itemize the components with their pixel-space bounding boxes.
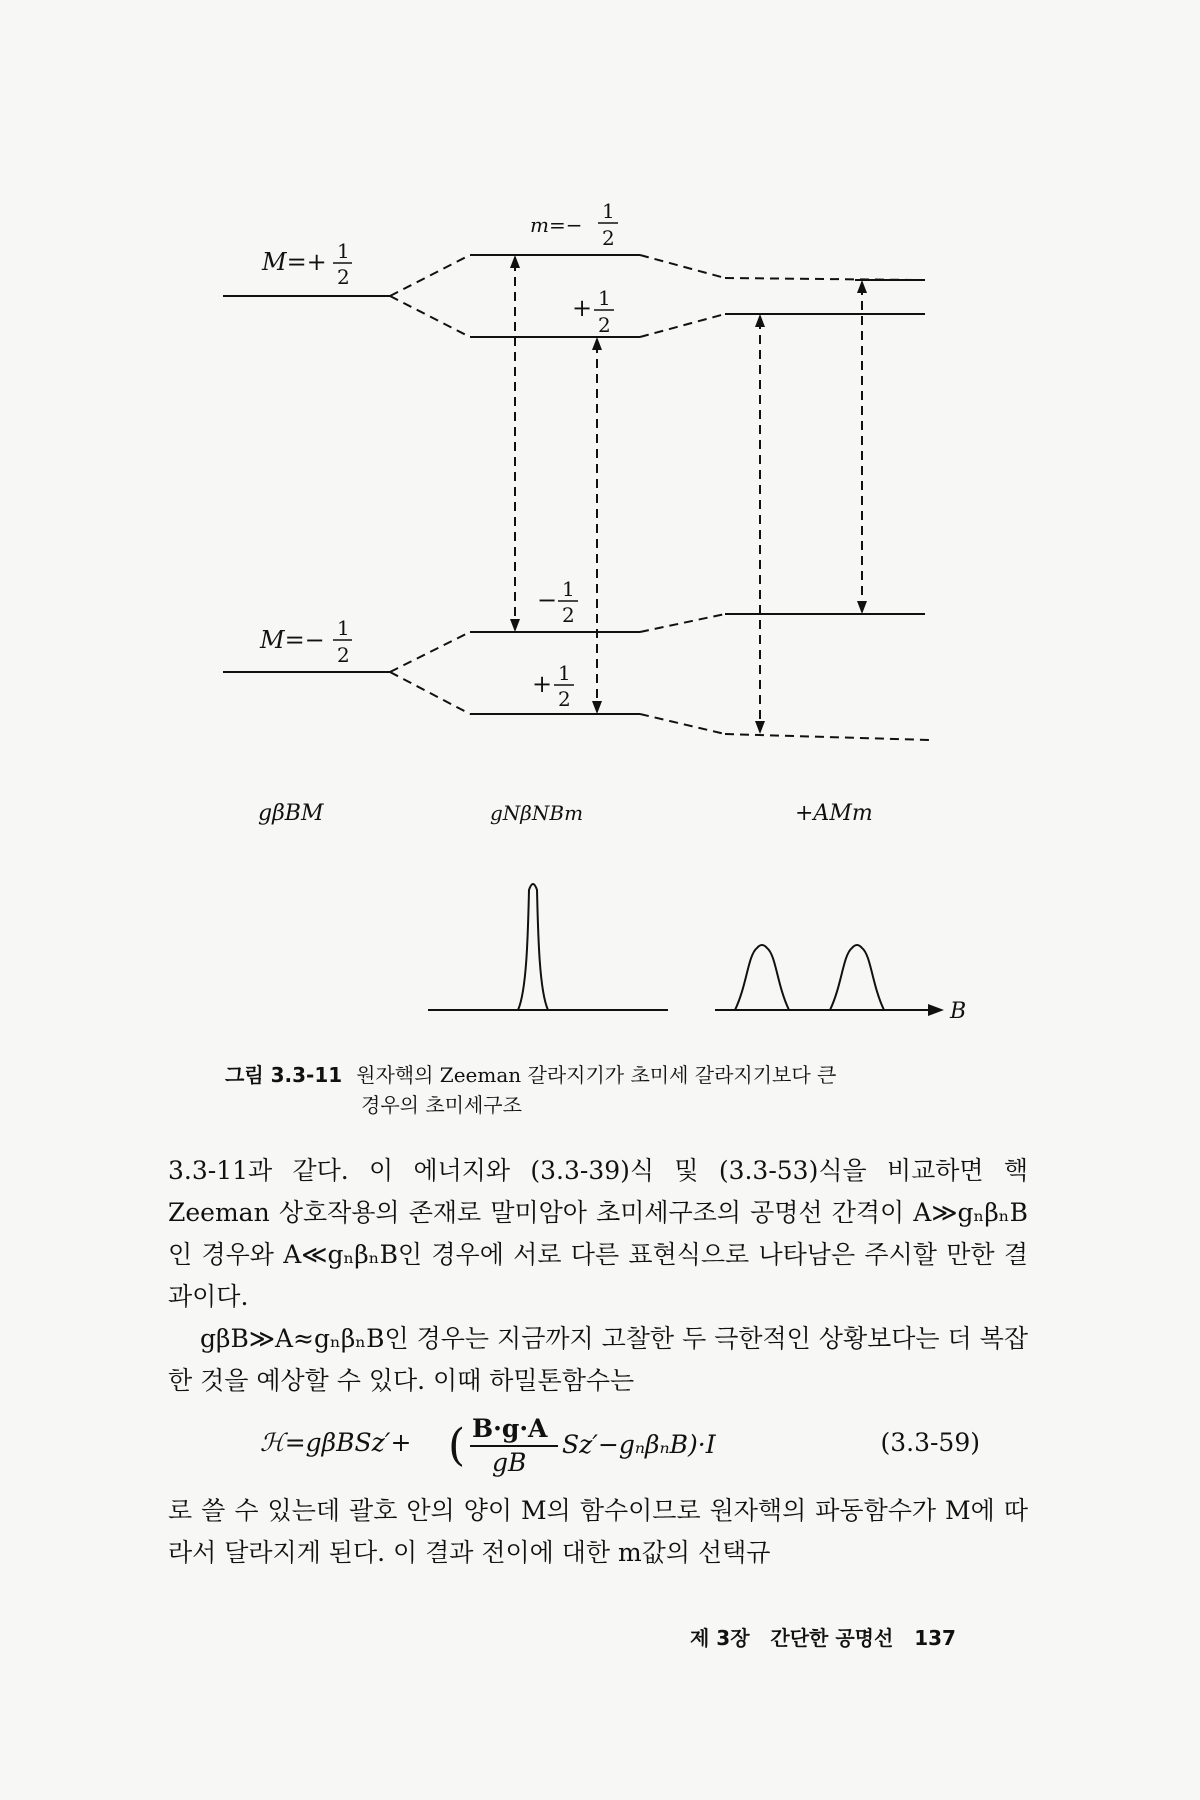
svg-text:2: 2 (558, 687, 571, 711)
svg-text:1: 1 (602, 199, 615, 223)
equation-frac-bar (470, 1445, 558, 1447)
svg-text:1: 1 (558, 661, 571, 685)
nuclear-zeeman-label: gNβNBm (490, 801, 584, 825)
svg-text:2: 2 (602, 226, 615, 250)
equation-number: (3.3-59) (880, 1428, 980, 1457)
equation-paren: ( (448, 1420, 466, 1471)
equation-frac-num: B·g·A (472, 1414, 548, 1443)
upper-state-label: M=+ (262, 248, 327, 276)
electron-zeeman-label: gβBM (258, 801, 324, 826)
hyperfine-peak-2 (830, 945, 884, 1010)
svg-text:1: 1 (598, 286, 611, 310)
field-axis-arrow (928, 1004, 944, 1016)
upper-frac-den: 2 (337, 265, 350, 289)
m-label: m=− (530, 213, 583, 237)
footer-title: 간단한 공명선 (770, 1626, 894, 1650)
lower-frac-den: 2 (337, 643, 350, 667)
caption-line-2: 경우의 초미세구조 (361, 1093, 522, 1117)
paragraph-3: 로 쓸 수 있는데 괄호 안의 양이 M의 함수이므로 원자핵의 파동함수가 M에 따라서 달라지게 된다. 이 결과 전이에 대한 m값의 선택규 (168, 1496, 1028, 1567)
lower-state-label: M=− (260, 626, 325, 654)
caption-line-1: 원자핵의 Zeeman 갈라지기가 초미세 갈라지기보다 큰 (356, 1063, 837, 1087)
equation-lhs: ℋ=gβBSz′+ (260, 1428, 412, 1457)
m-plus-upper-sign: + (572, 294, 593, 322)
upper-frac-num: 1 (337, 239, 350, 263)
page-footer (690, 1622, 956, 1651)
figure-number: 그림 3.3-11 (225, 1063, 343, 1087)
equation-frac-den: gB (492, 1448, 527, 1477)
footer-chapter: 제 3장 (690, 1626, 750, 1650)
field-axis-label: B (950, 999, 967, 1024)
page-number: 137 (914, 1626, 956, 1650)
hyperfine-peak-1 (735, 945, 789, 1010)
m-plus-lower-sign: + (532, 670, 553, 698)
m-minus-lower-sign: − (537, 586, 558, 614)
single-peak (518, 884, 548, 1010)
paragraph-2: gβB≫A≈gₙβₙB인 경우는 지금까지 고찰한 두 극한적인 상황보다는 더 복잡한 것을 예상할 수 있다. 이때 하밀톤함수는 (168, 1324, 1028, 1395)
equation-rest: Sz′−gₙβₙB)·I (562, 1430, 716, 1459)
lower-frac-num: 1 (337, 616, 350, 640)
paragraph-1: 3.3-11과 같다. 이 에너지와 (3.3-39)식 및 (3.3-53)식을 비교하면 핵 Zeeman 상호작용의 존재로 말미암아 초미세구조의 공명선 간격이 A≫gₙβₙB인 경우와 A≪gₙβₙB인 경우에 서로 다른 표현식으로 나타남은 주시할 만한 결과이다. (168, 1156, 1028, 1311)
hyperfine-label: +AMm (795, 801, 873, 826)
equation (260, 1414, 980, 1478)
figure-caption (225, 1060, 1025, 1120)
svg-text:2: 2 (598, 313, 611, 337)
svg-text:2: 2 (562, 603, 575, 627)
svg-text:1: 1 (562, 577, 575, 601)
